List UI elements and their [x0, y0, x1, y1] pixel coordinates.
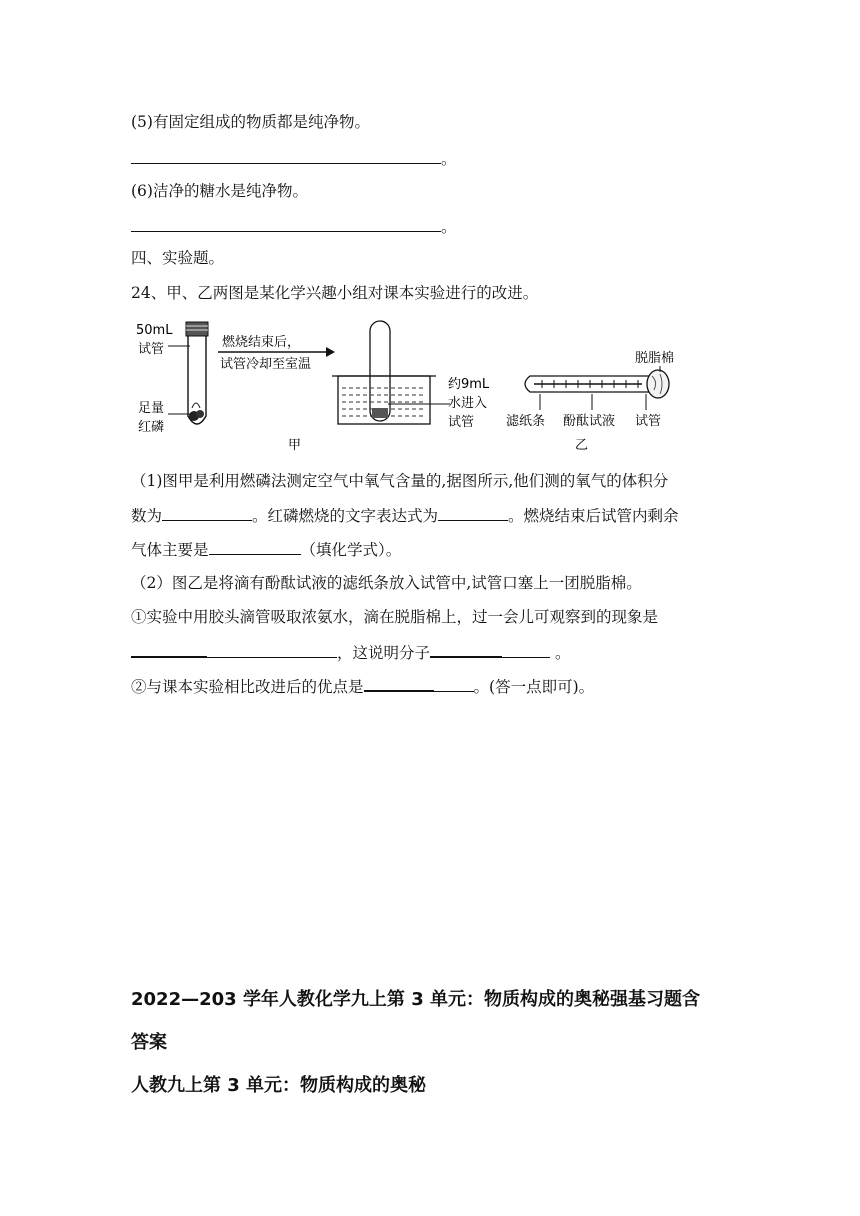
part-1-text-a: 数为 — [131, 507, 163, 525]
question-5 — [131, 112, 370, 132]
tube-label-2: 试管 — [138, 342, 165, 357]
phenomenon-blank-b[interactable] — [207, 642, 337, 658]
part-2-item-1: ①实验中用胶头滴管吸取浓氨水，滴在脱脂棉上，过一会儿可观察到的现象是 — [131, 608, 659, 626]
part-1-line-3 — [131, 539, 401, 560]
part-2-item-1-line-2 — [131, 641, 570, 663]
water-label-3: 试管 — [448, 415, 475, 430]
filter-label: 滤纸条 — [506, 414, 546, 429]
part-2-text-b: ，这说明分子 — [337, 644, 431, 662]
part-1-line-2 — [131, 505, 679, 526]
part-2-text-d: ②与课本实验相比改进后的优点是 — [131, 678, 364, 696]
part-1-text-c: 。燃烧结束后试管内剩余 — [508, 507, 679, 525]
equation-blank[interactable] — [438, 505, 508, 521]
stopper-icon — [186, 322, 208, 336]
figure-a — [136, 322, 208, 435]
inverted-tube-icon — [370, 321, 390, 421]
answer-end-5: 。 — [441, 150, 457, 168]
answer-end-6: 。 — [441, 218, 457, 236]
process-arrow — [218, 334, 335, 372]
answer-line-6 — [131, 216, 457, 237]
phosphorus-label-1: 足量 — [138, 401, 165, 416]
doc-title-line-1: 2022—203 学年人教化学九上第 3 单元：物质构成的奥秘强基习题含 — [131, 989, 700, 1010]
water-trough — [288, 321, 490, 453]
doc-title-line-2: 答案 — [131, 1032, 167, 1053]
part-1-text-e: （填化学式）。 — [300, 541, 402, 559]
arrow-head-icon — [326, 347, 335, 357]
experiment-figure — [130, 316, 690, 456]
part-1-text-b: 。红磷燃烧的文字表达式为 — [252, 507, 439, 525]
figure-b — [506, 350, 674, 453]
part-2-text-e: 。(答一点即可)。 — [473, 678, 595, 696]
caption-a: 甲 — [288, 438, 302, 453]
water-label-2: 水进入 — [448, 396, 488, 411]
part-1-line-1: （1)图甲是利用燃磷法测定空气中氧气含量的,据图所示,他们测的氧气的体积分 — [131, 472, 669, 490]
molecule-blank-b[interactable] — [502, 642, 550, 658]
water-label-1: 约9mL — [448, 377, 490, 392]
part-2-text-c: 。 — [550, 644, 571, 662]
answer-line-5 — [131, 148, 457, 169]
part-2-item-2 — [131, 675, 594, 697]
answer-blank-6[interactable] — [131, 216, 441, 232]
answer-blank-5[interactable] — [131, 148, 441, 164]
caption-b: 乙 — [575, 438, 589, 453]
cotton-icon — [647, 370, 669, 398]
oxygen-fraction-blank[interactable] — [162, 505, 252, 521]
question-6-text: (6)洁净的糖水是纯净物。 — [131, 182, 308, 200]
section-title: 四、实验题。 — [131, 249, 225, 267]
doc-subtitle: 人教九上第 3 单元：物质构成的奥秘 — [131, 1075, 427, 1096]
tube-b-label: 试管 — [635, 414, 662, 429]
part-2-line-1: （2）图乙是将滴有酚酞试液的滤纸条放入试管中,试管口塞上一团脱脂棉。 — [131, 574, 642, 592]
part-1-text-d: 气体主要是 — [131, 541, 209, 559]
test-tube-icon — [188, 336, 206, 424]
molecule-blank-a[interactable] — [430, 641, 502, 658]
tube-label-1: 50mL — [136, 323, 173, 338]
arrow-text-1: 燃烧结束后， — [222, 335, 301, 350]
phenol-label: 酚酞试液 — [563, 414, 616, 429]
advantage-blank-b[interactable] — [434, 676, 474, 692]
phosphorus-label-2: 红磷 — [138, 420, 165, 435]
question-6 — [131, 181, 308, 201]
advantage-blank-a[interactable] — [364, 675, 434, 692]
remaining-gas-blank[interactable] — [209, 539, 301, 555]
question-5-text: (5)有固定组成的物质都是纯净物。 — [131, 113, 370, 131]
cotton-label: 脱脂棉 — [635, 351, 675, 366]
phenomenon-blank-a[interactable] — [131, 641, 207, 658]
question-24-intro: 24、甲、乙两图是某化学兴趣小组对课本实验进行的改进。 — [131, 284, 539, 302]
arrow-text-2: 试管冷却至室温 — [220, 357, 312, 372]
